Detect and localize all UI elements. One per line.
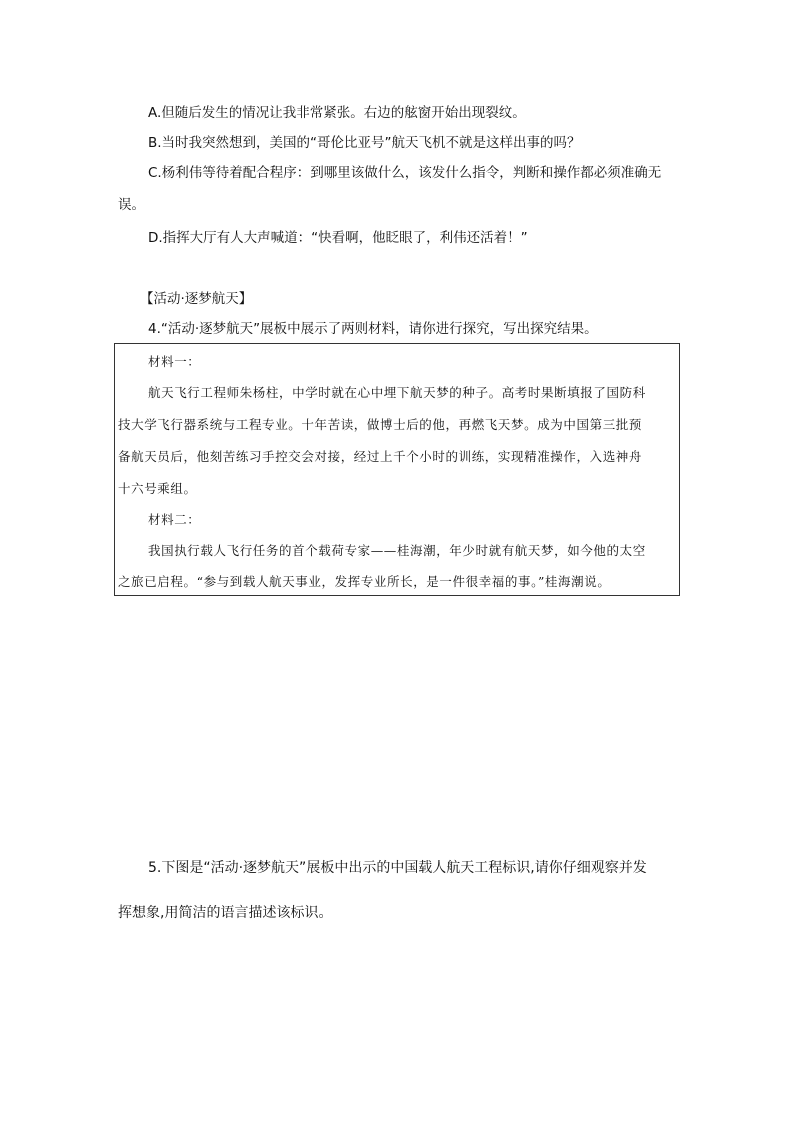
material-1-line4: 十六号乘组。 bbox=[118, 481, 197, 496]
option-a: A.但随后发生的情况让我非常紧张。右边的舷窗开始出现裂纹。 bbox=[148, 105, 526, 121]
option-c-line2: 误。 bbox=[118, 197, 145, 213]
material-2-line2: 之旅已启程。“参与到载人航天事业，发挥专业所长，是一件很幸福的事。”桂海潮说。 bbox=[118, 574, 611, 589]
question-4: 4.“活动·逐梦航天”展板中展示了两则材料，请你进行探究，写出探究结果。 bbox=[148, 321, 598, 337]
material-1-line1: 航天飞行工程师朱杨柱，中学时就在心中埋下航天梦的种子。高考时果断填报了国防科 bbox=[148, 385, 646, 400]
material-2-line1: 我国执行载人飞行任务的首个载荷专家——桂海潮，年少时就有航天梦，如今他的太空 bbox=[148, 543, 646, 558]
material-2-title: 材料二： bbox=[148, 512, 201, 527]
materials-box bbox=[114, 343, 680, 596]
material-1-title: 材料一： bbox=[148, 354, 201, 369]
section-heading: 【活动·逐梦航天】 bbox=[140, 291, 253, 307]
material-1-line3: 备航天员后，他刻苦练习手控交会对接，经过上千个小时的训练，实现精准操作，入选神舟 bbox=[118, 449, 643, 464]
question-5-line1: 5.下图是“活动·逐梦航天”展板中出示的中国载人航天工程标识,请你仔细观察并发 bbox=[148, 860, 647, 876]
material-1-line2: 技大学飞行器系统与工程专业。十年苦读，做博士后的他，再燃飞天梦。成为中国第三批预 bbox=[118, 417, 643, 432]
option-c-line1: C.杨利伟等待着配合程序：到哪里该做什么，该发什么指令，判断和操作都必须准确无 bbox=[148, 165, 662, 181]
question-5-line2: 挥想象,用简洁的语言描述该标识。 bbox=[118, 905, 333, 921]
option-d: D.指挥大厅有人大声喊道：“快看啊，他眨眼了，利伟还活着！” bbox=[148, 230, 528, 246]
option-b: B.当时我突然想到，美国的“哥伦比亚号”航天飞机不就是这样出事的吗？ bbox=[148, 135, 581, 151]
